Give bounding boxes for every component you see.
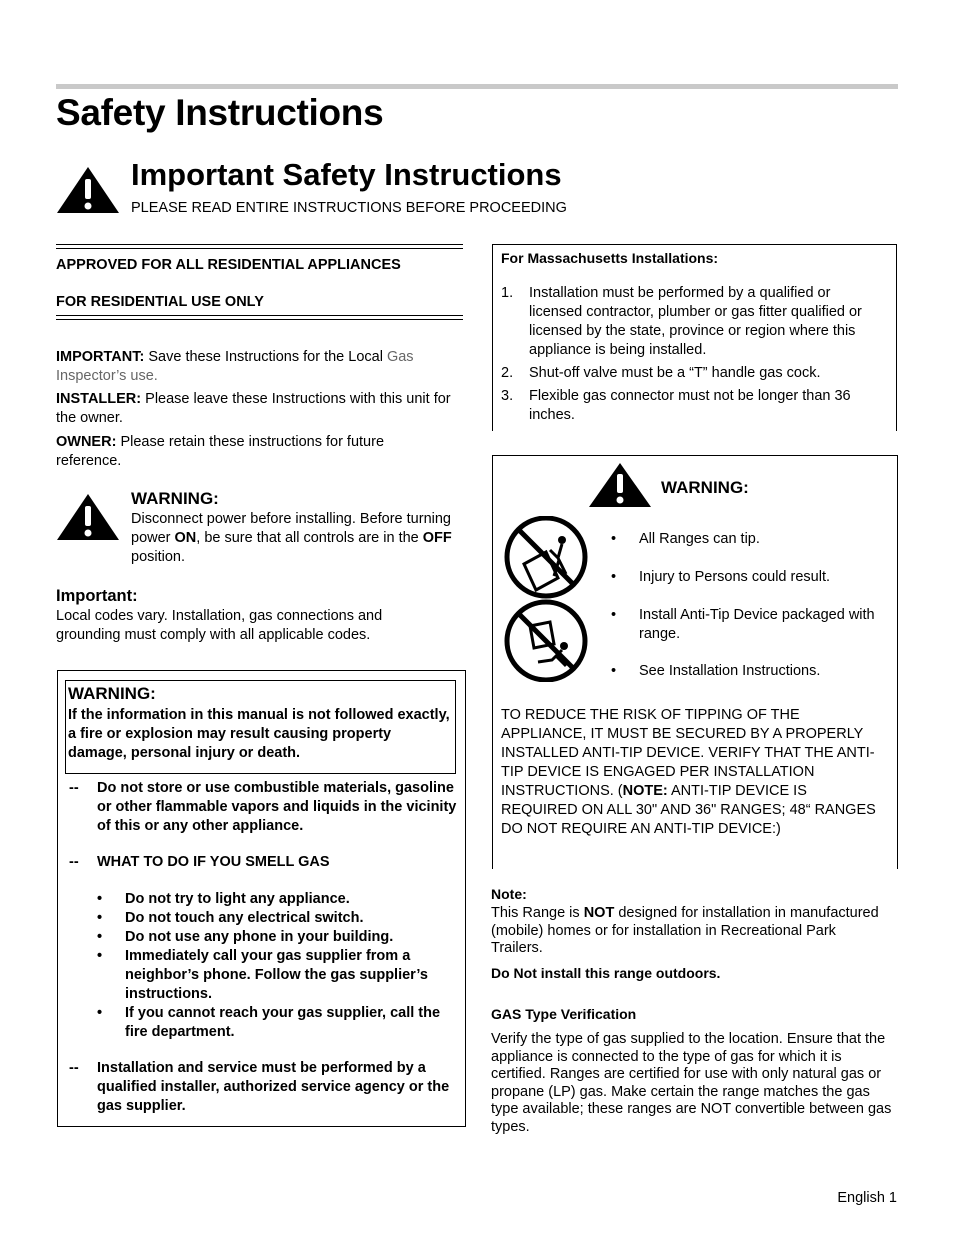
owner-label: OWNER: — [56, 434, 117, 450]
bullet-text: Do not try to light any appliance. — [125, 891, 350, 907]
residential-heading: FOR RESIDENTIAL USE ONLY — [56, 294, 264, 310]
installer-label: INSTALLER: — [56, 391, 142, 407]
section-title: Important Safety Instructions — [131, 157, 562, 192]
list-number: 3. — [501, 388, 514, 404]
warning-triangle-icon — [56, 493, 120, 541]
gas-item-installation: Installation and service must be performed by a qualified installer, authorized service agency or the gas supplier. — [97, 1060, 450, 1114]
important-codes-text: Local codes vary. Installation, gas connections and grounding must comply with all applicable codes. — [56, 608, 383, 643]
outdoors-warning: Do Not install this range outdoors. — [491, 965, 721, 981]
bullet-text: Do not touch any electrical switch. — [125, 910, 364, 926]
list-item — [97, 928, 455, 947]
warning-title: WARNING: — [131, 489, 219, 508]
installer-text: Please leave these Instructions with this unit for the owner. — [56, 391, 451, 426]
bullet-text: Install Anti-Tip Device packaged with range. — [639, 607, 875, 642]
massachusetts-list — [501, 284, 885, 425]
bullet-text: Injury to Persons could result. — [639, 569, 831, 585]
warning-triangle-icon — [588, 462, 652, 508]
bullet-marker: • — [97, 891, 103, 907]
tip-warning-title: WARNING: — [661, 478, 749, 497]
top-rule — [56, 84, 898, 89]
list-item — [501, 387, 885, 425]
gas-warning-title: WARNING: — [68, 684, 156, 703]
important-gray-text: Gas Inspector’s use. — [56, 349, 414, 384]
bullet-marker: • — [611, 607, 617, 623]
list-item — [611, 530, 881, 549]
bullet-marker: • — [611, 663, 617, 679]
bullet-text: Immediately call your gas supplier from a neighbor’s phone. Follow the gas supplier’s instructions. — [125, 948, 428, 1002]
list-item — [97, 909, 455, 928]
bullet-marker: • — [97, 910, 103, 926]
dash-marker: -- — [69, 780, 79, 796]
bullet-marker: • — [97, 1005, 103, 1021]
note-text-part: designed for installation in manufactured (mobile) homes or for installation in Recreational Park Trailers. — [491, 905, 879, 956]
list-item — [501, 364, 885, 383]
warning-text-part: Disconnect power before installing. Before turning power — [131, 511, 451, 546]
double-rule-bottom — [56, 315, 463, 320]
list-item — [97, 947, 455, 1004]
section-subtitle: PLEASE READ ENTIRE INSTRUCTIONS BEFORE PROCEEDING — [131, 200, 567, 216]
not-label: NOT — [583, 905, 615, 921]
tip-bullet-list — [611, 530, 881, 681]
note-text — [491, 905, 891, 958]
list-item — [611, 568, 881, 587]
list-item — [611, 662, 881, 681]
note-label: NOTE: — [622, 783, 668, 799]
tip-text-part: ANTI-TIP DEVICE IS REQUIRED ON ALL 30" AND 36" RANGES; 48“ RANGES DO NOT REQUIRE AN ANTI-TIP DEVICE:) — [501, 783, 876, 837]
bullet-text: See Installation Instructions. — [639, 663, 821, 679]
list-item — [97, 890, 455, 909]
bullet-marker: • — [97, 948, 103, 964]
massachusetts-title: For Massachusetts Installations: — [501, 250, 719, 266]
owner-text: Please retain these instructions for future reference. — [56, 434, 385, 469]
page-footer: English 1 — [837, 1190, 897, 1206]
on-label: ON — [174, 530, 197, 546]
gas-warning-intro: If the information in this manual is not followed exactly, a fire or explosion may result causing property damage, personal injury or death. — [68, 707, 450, 761]
bullet-text: If you cannot reach your gas supplier, call the fire department. — [125, 1005, 441, 1040]
list-item — [501, 284, 885, 360]
bullet-marker: • — [97, 929, 103, 945]
dash-marker: -- — [69, 1060, 79, 1076]
list-text: Shut-off valve must be a “T” handle gas cock. — [529, 365, 821, 381]
warning-text-part: , be sure that all controls are in the — [196, 530, 423, 546]
important-title: Important: — [56, 587, 138, 605]
tip-text-part: TO REDUCE THE RISK OF TIPPING OF THE APPLIANCE, IT MUST BE SECURED BY A PROPERLY INSTALLED ANTI-TIP DEVICE. VERIFY THAT THE ANTI-TIP DEVICE IS ENGAGED PER INSTALLATION INSTRUCTIONS. ( — [501, 707, 875, 799]
bullet-text: Do not use any phone in your building. — [125, 929, 394, 945]
warning-text-part: position. — [131, 549, 186, 565]
gas-type-text: Verify the type of gas supplied to the location. Ensure that the appliance is connected to the type of gas for which it is certified. Ranges are certified for use with only natural gas or propane (LP) gas. Make certain the range matches the gas type available; these ranges are NOT convertible between gas types. — [491, 1031, 892, 1135]
no-tip-range-icon — [502, 516, 590, 682]
warning-text — [131, 510, 463, 567]
gas-type-title: GAS Type Verification — [491, 1006, 637, 1022]
bullet-text: All Ranges can tip. — [639, 531, 760, 547]
installer-paragraph — [56, 390, 461, 428]
page-title: Safety Instructions — [56, 92, 384, 133]
list-number: 2. — [501, 365, 514, 381]
approved-heading: APPROVED FOR ALL RESIDENTIAL APPLIANCES — [56, 257, 401, 273]
important-paragraph — [56, 348, 461, 386]
note-text-part: This Range is — [491, 905, 584, 921]
double-rule-top — [56, 244, 463, 249]
warning-triangle-icon — [56, 166, 120, 214]
list-number: 1. — [501, 285, 514, 301]
gas-item-combustible: Do not store or use combustible materials, gasoline or other flammable vapors and liquids in the vicinity of this or any other appliance. — [97, 780, 457, 834]
bullet-marker: • — [611, 531, 617, 547]
bullet-marker: • — [611, 569, 617, 585]
list-item — [611, 606, 881, 644]
owner-paragraph — [56, 433, 416, 471]
list-text: Installation must be performed by a qualified or licensed contractor, plumber or gas fitter qualified or licensed by the state, province or region where this appliance is being installed. — [529, 285, 862, 358]
list-text: Flexible gas connector must not be longer than 36 inches. — [529, 388, 851, 423]
list-item — [97, 1004, 455, 1042]
tip-warning-paragraph — [501, 706, 886, 839]
dash-marker: -- — [69, 854, 79, 870]
important-text: Save these Instructions for the Local — [144, 349, 387, 365]
gas-bullet-list — [97, 890, 455, 1042]
gas-item-smell: WHAT TO DO IF YOU SMELL GAS — [97, 854, 330, 870]
important-label: IMPORTANT: — [56, 349, 145, 365]
off-label: OFF — [422, 530, 452, 546]
note-title: Note: — [491, 886, 527, 902]
